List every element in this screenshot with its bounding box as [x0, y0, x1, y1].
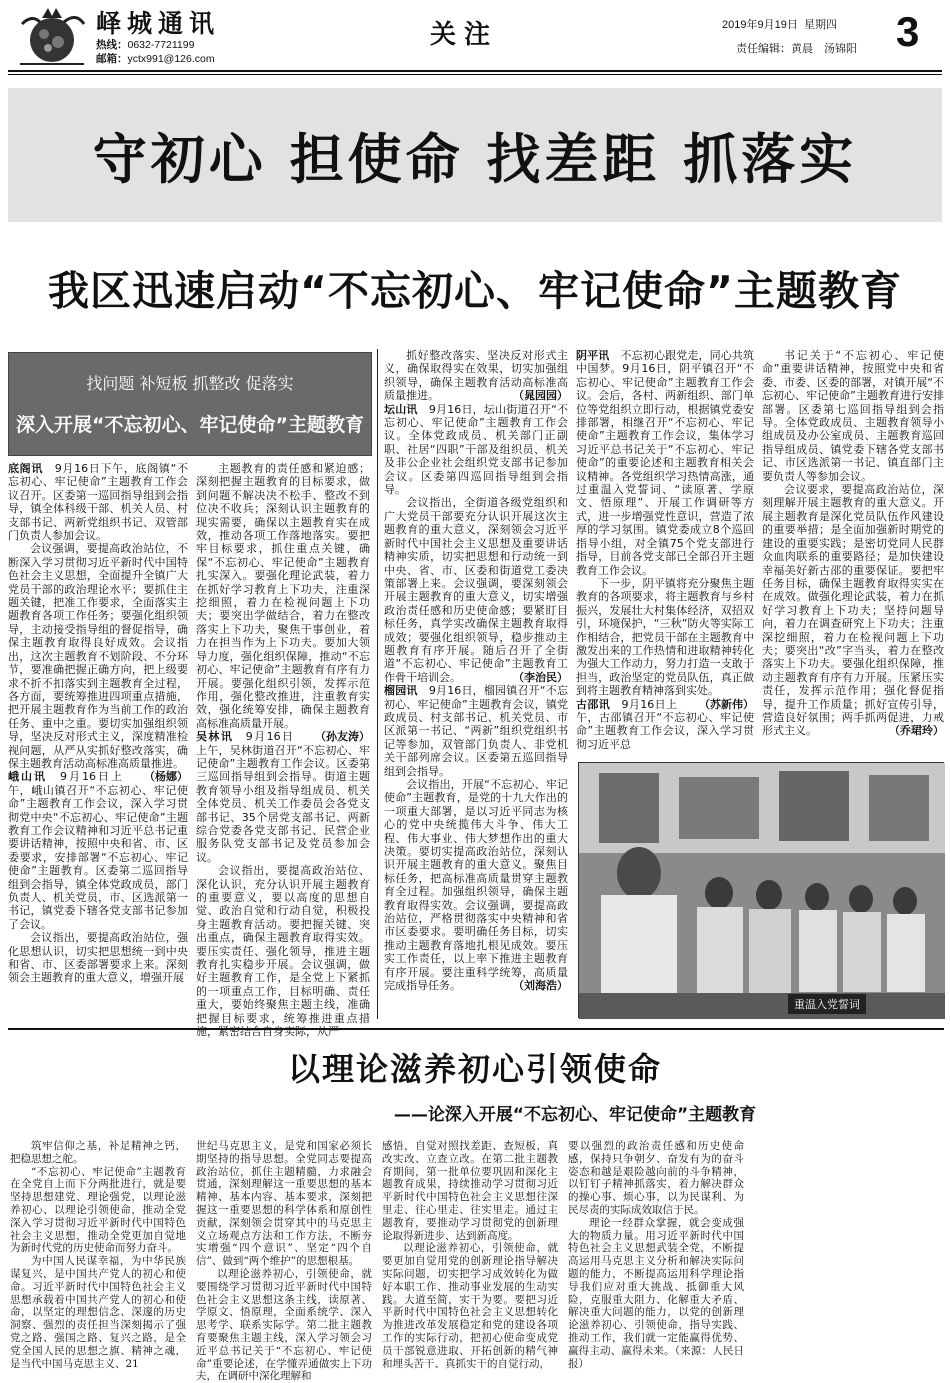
- paragraph-text: 9月16日下午，底阁镇“不忘初心、牢记使命”主题教育工作会议召开。区委第一巡回指导组到会指导，镇全体科级干部、机关人员、村支部书记、两新党组织书记、双管部门负责人参加会议。: [8, 462, 188, 543]
- article-paragraph: [382, 1242, 558, 1370]
- section-name: 关注: [430, 20, 499, 50]
- banner-text: 守初心 担使命 找差距 抓落实: [92, 127, 858, 191]
- dateline-source: 榴园讯: [384, 684, 429, 698]
- article-paragraph: [196, 1140, 372, 1268]
- author-byline: （孙友涛）: [315, 730, 370, 744]
- paragraph-text: 下一步，阴平镇将充分聚焦主题教育的各项要求，将主题教育与乡村振兴，发展壮大村集体经济，双招双引，环境保护，“三秋”防火等实际工作相结合，把党员干部在主题教育中激发出来的工作热情和进取精神转化为强大工作动力，努力打造一支敢于担当，政治坚定的党员队伍，真正做到将主题教育精神落到实处。: [576, 576, 754, 698]
- paragraph-text: 9月16日上午，古邵镇召开“不忘初心、牢记使命”主题教育工作会议，深入学习贯彻习近平总: [576, 697, 754, 751]
- article-paragraph: [568, 1140, 744, 1217]
- pomegranate-logo-icon: [14, 4, 90, 68]
- author-byline: （乔珺玲）: [889, 724, 944, 738]
- hotline: 0632-7721199: [127, 39, 195, 51]
- article-paragraph: [10, 1166, 186, 1256]
- commentary-column-3: [382, 1140, 558, 1370]
- paragraph-text: “不忘初心、牢记使命”主题教育在全党自上而下分两批进行，就是要坚持思想建党、理论强党，以理论滋养初心、以理论引领使命，推动全党深入学习贯彻习近平新时代中国特色社会主义思想，推动全党更加自觉地为新时代党的历史使命而努力奋斗。: [10, 1165, 186, 1255]
- paragraph-text: 世纪马克思主义，是党和国家必须长期坚持的指导思想。全党同志要提高政治站位，抓住主题精髓，力求融会贯通，深刻理解这一重要思想的基本精神、基本内容、基本要求，深刻把握这一重要思想的科学体系和原创性贡献，深刻领会贯穿其中的马克思主义立场观点方法和工作方法，不断夯实增强“四个意识”、坚定“四个自信”、做到“两个维护”的思想根基。: [196, 1140, 372, 1268]
- news-column-4: [576, 349, 754, 751]
- news-photo: [578, 762, 944, 1018]
- paragraph-text: 会议要求，要提高政治站位，深刻理解开展主题教育的重大意义。开展主题教育是深化党员队伍作风建设的重要举措；是全面加强新时期党的建设的重要实践；是密切党同人民群众血肉联系的重要路径；是加快建设幸福美好新古邵的重要保证。要把牢任务目标，确保主题教育取得实实在在成效。做强化理论武装，着力在抓好学习教育上下功夫；坚持问题导向，着力在调查研究上下功夫；注重深挖细照，着力在检视问题上下功夫；要突出“改”字当头，着力在整改落实上下功夫。要强化组织保障，推动主题教育有序有力开展。压紧压实责任，发挥示范作用；强化督促指导，提升工作质量；抓好宣传引导，营造良好氛围；两手抓两促进，力戒形式主义。: [762, 483, 944, 738]
- paragraph-text: 理论一经群众掌握，就会变成强大的物质力量。用习近平新时代中国特色社会主义思想武装全党，不断提高运用马克思主义分析和解决实际问题的能力，不断提高运用科学理论指导我们应对重大挑战、抵御重大风险，克服重大阻力、化解重大矛盾、解决重大问题的能力，以党的创新理论滋养初心、引领使命，指导实践、推动工作，我们就一定能赢得优势、赢得主动、赢得未来。: [568, 1216, 744, 1357]
- article-paragraph: [8, 770, 188, 931]
- article-paragraph: [382, 1140, 558, 1242]
- paragraph-text: 不忘初心跟党走，同心共筑中国梦。9月16日，阴平镇召开“不忘初心、牢记使命”主题教育工作会议。会后，各村、两新组织、部门单位等党组织立即行动，根据镇党委安排部署，相继召开“不忘初心、牢记使命”主题教育工作会议，集体学习习近平总书记关于“不忘初心、牢记使命”的重要论述和主题教育相关会议精神。各党组织学习热情高涨，通过重温入党誓词、“读原著、学原文、悟原理”、开展工作调研等方式，进一步增强党性意识，营造了浓厚的学习氛围。镇党委成立8个巡回指导小组，对全镇75个党支部进行指导，目前各党支部已全部召开主题教育工作会议。: [576, 349, 755, 577]
- article-paragraph: [762, 483, 944, 738]
- weekday: 星期四: [803, 19, 837, 31]
- email-label: 邮箱：: [96, 53, 128, 65]
- editor-line: 责任编辑：黄晨 汤锦阳: [736, 43, 857, 55]
- article-paragraph: [10, 1255, 186, 1370]
- masthead-rule: [8, 70, 942, 72]
- column-divider: [377, 349, 378, 1019]
- page-number: 3: [896, 8, 920, 55]
- news-column-2: [196, 462, 370, 1039]
- article-paragraph: [8, 931, 188, 985]
- slogan-top: 找问题 补短板 抓整改 促落实: [86, 374, 294, 393]
- article-paragraph: [576, 349, 754, 577]
- paragraph-text: 书记关于“不忘初心、牢记使命”重要讲话精神，按照党中央和省委、市委、区委的部署，对镇开展“不忘初心、牢记使命”主题教育进行安排部署。区委第七巡回指导组到会指导。全体党政成员、主题教育领导小组成员及办公室成员、主题教育巡回指导组成员、镇党委下辖各党支部书记、市区选派第一书记、镇直部门主要负责人等参加会议。: [762, 349, 944, 483]
- contact-info: [96, 38, 215, 66]
- paragraph-text: 以理论滋养初心，引领使命，就要围绕学习贯彻习近平新时代中国特色社会主义思想这条主线，读原著、学原文、悟原理，全面系统学、深入思考学、联系实际学。第二批主题教育要聚焦主题主线，深入学习领会习近平总书记关于“不忘初心、牢记使命”重要论述，在学懂弄通做实上下功夫，在调研中深化理解和: [196, 1267, 372, 1383]
- commentary-column-4: [568, 1140, 744, 1370]
- paragraph-text: 抓好整改落实、坚决反对形式主义，确保取得实在效果，切实加强组织领导，确保主题教育活动高标准高质量推进。: [384, 349, 568, 403]
- masthead: [0, 0, 950, 72]
- paragraph-text: 9月16日上午，吴林街道召开“不忘初心、牢记使命”主题教育工作会议。区委第三巡回指导组到会指导。街道主题教育领导小组及指导组成员、机关全体党员、机关工作委员会各党支部书记、35个居党支部书记、两新综合党委各党支部书记、民营企业服务队党支部书记及党员参加会议。: [196, 730, 370, 864]
- article-paragraph: [762, 349, 944, 483]
- dateline-source: 底阁讯: [8, 462, 55, 475]
- article-paragraph: [10, 1140, 186, 1166]
- paragraph-text: 9月16日，榴园镇召开“不忘初心、牢记使命”主题教育会议，镇党政成员、村支部书记、机关党员、市区派第一书记、“两新”组织党组织书记等参加，双管部门负责人、非党机关干部列席会议。区委第五巡回指导组到会指导。: [384, 684, 568, 778]
- paragraph-text: 以理论滋养初心，引领使命，就要更加自觉用党的创新理论指导解决实际问题，切实把学习成效转化为做好本职工作、推动事业发展的生动实践。大道至简，实干为要。要把习近平新时代中国特色社会主义思想转化为推进改革发展稳定和党的建设各项工作的实际行动，把初心使命变成党员干部锐意进取、开拓创新的精气神和埋头苦干、真抓实干的自觉行动，: [382, 1242, 558, 1370]
- article-paragraph: [196, 864, 370, 1038]
- slogan-bottom: 深入开展“不忘初心、牢记使命”主题教育: [16, 414, 364, 436]
- paragraph-text: 感悟，自觉对照找差距、查短板，真改实改、立查立改。在第二批主题教育期间，第一批单位要巩固和深化主题教育成果，持续推动学习贯彻习近平新时代中国特色社会主义思想往深里走、往心里走、往实里走。通过主题教育，要推动学习贯彻党的创新理论取得新进步、达到新高度。: [382, 1140, 558, 1242]
- article-paragraph: [568, 1217, 744, 1371]
- article-paragraph: [384, 778, 568, 993]
- dateline-source: 坛山讯: [384, 402, 429, 416]
- author-byline: （李治民）: [513, 670, 568, 684]
- commentary-subtitle: ——论深入开展“不忘初心、牢记使命”主题教育: [393, 1105, 757, 1125]
- paragraph-text: 会议指出，全街道各级党组织和广大党员干部要充分认识开展这次主题教育的重大意义，深刻领会习近平新时代中国社会主义思想及重要讲话精神实质，切实把思想和行动统一到中央、省、市、区委和街道党工委决策部署上来。会议强调，要深刻领会开展主题教育的重大意义，切实增强政治责任感和历史使命感；要紧盯目标任务，真学实改确保主题教育取得成效；要强化组织领导，稳步推动主题教育有序开展。随后召开了全街道“不忘初心、牢记使命”主题教育工作骨干培训会。: [384, 496, 568, 684]
- paragraph-text: 会议强调，要提高政治站位，不断深入学习贯彻习近平新时代中国特色社会主义思想，全面提升全镇广大党员干部的政治理论水平；要抓住主题关键，把准工作要求，全面落实主题教育各项工作任务；要强化组织领导，主动接受指导组的督促指导，确保主题教育取得良好成效。会议指出，这次主题教育不划阶段、不分环节，要准确把握正确方向，把上级要求不折不扣落实到主题教育全过程，各方面，要统筹推进四项重点措施，把开展主题教育作为当前工作的政治任务、重中之重。要切实加强组织领导，坚决反对形式主义，深度精准检视问题，从严从实抓好整改落实，确保主题教育活动高标准高质量推进。: [8, 542, 188, 770]
- author-byline: （苏新伟）: [699, 697, 754, 711]
- slogan-box: [8, 352, 372, 456]
- paragraph-text: 会议指出，要提高政治站位，强化思想认识，切实把思想统一到中央和省、市、区委部署要求上来。深刻领会主题教育的重大意义，增强开展: [8, 931, 188, 985]
- oath-photo-image: [579, 763, 945, 1019]
- article-paragraph: [196, 730, 370, 864]
- photo-caption: 重温入党誓词: [788, 994, 866, 1014]
- author-byline: （晁园园）: [513, 389, 568, 403]
- paragraph-text: 筑牢信仰之基，补足精神之钙，把稳思想之舵。: [10, 1140, 186, 1165]
- news-column-3: [384, 349, 568, 1018]
- article-paragraph: [196, 1268, 372, 1383]
- issue-date: 2019年9月19日: [722, 19, 798, 31]
- author-byline: （刘海浩）: [513, 979, 568, 993]
- article-paragraph: [8, 462, 188, 542]
- article-paragraph: [384, 684, 568, 778]
- article-paragraph: [384, 496, 568, 684]
- author-byline: （杨娜）: [144, 770, 188, 784]
- masthead-rule-thin: [8, 74, 942, 75]
- article-paragraph: [384, 349, 568, 403]
- paragraph-text: 为中国人民谋幸福，为中华民族谋复兴，是中国共产党人的初心和使命。习近平新时代中国特色社会主义思想承载着中国共产党人的初心和使命，以坚定的理想信念、深邃的历史洞察、强烈的责任担当深刻揭示了强党之路、强国之路、复兴之路，是全党全国人民的思想之旗、精神之魂，是当代中国马克思主义、21: [10, 1255, 186, 1370]
- paragraph-text: 会议指出，开展“不忘初心、牢记使命”主题教育，是党的十九大作出的一项重大部署，是以习近平同志为核心的党中央统揽伟大斗争、伟大工程、伟大事业、伟大梦想作出的重大决策。要切实提高政治站位，深刻认识开展主题教育的重大意义。聚焦目标任务，把高标准高质量贯穿主题教育全过程。加强组织领导，确保主题教育取得实效。会议强调，要提高政治站位，严格贯彻落实中央精神和省市区委要求。要明确任务目标，切实推动主题教育落地扎根见成效。要压实工作责任，以上率下推进主题教育有序开展。要注重科学统筹，高质量完成指导任务。: [384, 778, 568, 993]
- paragraph-text: 9月16日，坛山街道召开“不忘初心、牢记使命”主题教育工作会议。全体党政成员、机关部门正副职、社居“四职”干部及组织员、机关及非公企业社会组织党支部书记参加会议。区委第四巡回指导组到会指导。: [384, 402, 568, 497]
- hotline-label: 热线：: [96, 39, 128, 51]
- paragraph-text: 要以强烈的政治责任感和历史使命感，保持只争朝夕、奋发有为的奋斗姿态和越是艰险越向前的斗争精神，以钉钉子精神抓落实，着力解决群众的操心事、烦心事，以为民谋利、为民尽责的实际成效取信于民。: [568, 1140, 744, 1216]
- dateline-source: 吴林讯: [196, 730, 246, 744]
- dateline-source: 阴平讯: [576, 349, 621, 362]
- news-column-1: [8, 462, 188, 1018]
- commentary-column-2: [196, 1140, 372, 1383]
- email: yctx991@126.com: [127, 53, 215, 65]
- paragraph-text: 会议指出，要提高政治站位、深化认识，充分认识开展主题教育的重要意义，要以高度的思想自觉、政治自觉和行动自觉，积极投身主题教育活动。要把握关键、突出重点，确保主题教育取得实效。要压实责任、强化领导，推进主题教育扎实稳步开展。会议强调，做好主题教育工作，是全党上下紧抓的一项重点工作，目标明确、责任重大，要始终聚焦主题主线，准确把握目标要求，统筹推进重点措施，紧密结合自身实际，从严: [196, 864, 370, 1039]
- dateline-source: 古邵讯: [576, 697, 622, 711]
- article-paragraph: [384, 403, 568, 497]
- commentary-title: 以理论滋养初心引领使命: [287, 1050, 662, 1088]
- paragraph-text: 主题教育的责任感和紧迫感；深刻把握主题教育的目标要求，做到问题不解决决不松手、整改不到位决不收兵；深刻认识主题教育的现实需要，确保以主题教育实在成效，推动各项工作落地落实。要把牢目标要求，抓住重点关键，确保“不忘初心、牢记使命”主题教育扎实深入。要强化理论武装，着力在抓好学习教育上下功夫，注重深挖细照，着力在检视问题上下功夫；要突出学做结合，着力在整改落实上下功夫，聚焦干事创业，着力在担当作为上下功夫。要加大领导力度，强化组织保障，推动“不忘初心、牢记使命”主题教育有序有力开展。要强化组织引领，发挥示范作用，强化整改推进，注重教育实效，强化统筹安排，确保主题教育高标准高质量开展。: [196, 462, 370, 730]
- news-column-5: [762, 349, 944, 751]
- headline: 我区迅速启动“不忘初心、牢记使命”主题教育: [48, 267, 902, 315]
- author-byline: （来源：人民日报）: [568, 1344, 744, 1370]
- banner: [8, 88, 942, 222]
- paper-name: 峄城通讯: [96, 9, 221, 38]
- commentary-column-1: [10, 1140, 186, 1370]
- dateline-source: 峨山讯: [8, 770, 60, 784]
- paragraph-text: 9月16日上午，峨山镇召开“不忘初心、牢记使命”主题教育工作会议，深入学习贯彻党中央“不忘初心、牢记使命”主题教育工作会议精神和习近平总书记重要讲话精神，按照中央和省、市、区委要求，安排部署“不忘初心、牢记使命”主题教育。区委第二巡回指导组到会指导，镇全体党政成员，部门负责人、机关党员，市、区选派第一书记，镇党委下辖各党支部书记参加了会议。: [8, 770, 188, 931]
- date-line: [722, 16, 837, 32]
